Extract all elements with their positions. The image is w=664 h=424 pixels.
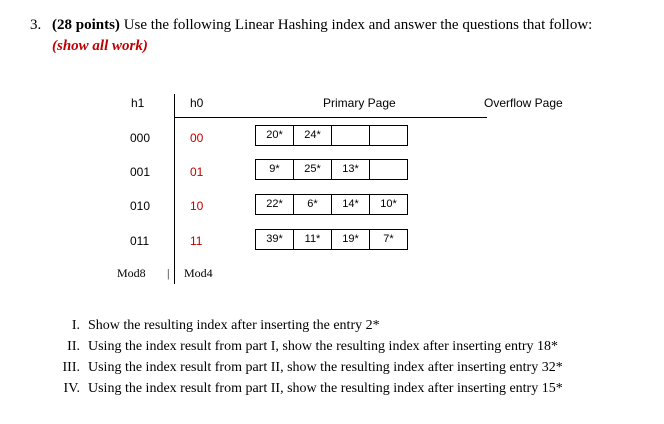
question-points: (28 points) [52, 17, 120, 33]
bucket-slot: 14* [331, 194, 370, 215]
subquestion-number: II. [67, 339, 80, 354]
bucket-slot [369, 125, 408, 146]
mod-separator: | [167, 266, 170, 280]
bucket-slot: 13* [331, 159, 370, 180]
table-vertical-divider [174, 94, 175, 284]
bucket-slot: 6* [293, 194, 332, 215]
question-body: Use the following Linear Hashing index and answer the questions that follow: [119, 17, 593, 33]
row-h0-value: 10 [190, 199, 204, 213]
bucket-slot: 39* [255, 229, 294, 250]
subquestion-number: III. [62, 360, 80, 375]
mod8-label: Mod8 [117, 266, 146, 280]
header-overflow-page: Overflow Page [484, 96, 563, 110]
bucket-slot: 20* [255, 125, 294, 146]
bucket-slot: 11* [293, 229, 332, 250]
bucket-slot: 25* [293, 159, 332, 180]
mod4-label: Mod4 [184, 266, 213, 280]
subquestion-text: Using the index result from part II, show the resulting index after inserting entry 15* [88, 381, 563, 396]
row-h1-value: 011 [130, 234, 150, 248]
bucket-slot: 9* [255, 159, 294, 180]
row-h0-value: 01 [190, 165, 204, 179]
subquestion-text: Using the index result from part I, show the resulting index after inserting entry 18* [88, 339, 559, 354]
bucket-slot: 7* [369, 229, 408, 250]
subquestion-text: Using the index result from part II, show the resulting index after inserting entry 32* [88, 360, 563, 375]
row-h1-value: 000 [130, 131, 151, 145]
bucket-slot: 19* [331, 229, 370, 250]
question-number: 3. [30, 17, 42, 33]
header-h0: h0 [190, 96, 204, 110]
question-text [52, 17, 592, 34]
table-horizontal-divider [174, 117, 487, 118]
bucket-primary-page [255, 194, 408, 215]
bucket-slot: 22* [255, 194, 294, 215]
question-note: (show all work) [52, 38, 148, 54]
header-h1: h1 [131, 96, 145, 110]
row-h1-value: 010 [130, 199, 151, 213]
subquestion-number: IV. [63, 381, 80, 396]
bucket-slot [369, 159, 408, 180]
bucket-slot [331, 125, 370, 146]
bucket-primary-page [255, 125, 408, 146]
bucket-slot: 24* [293, 125, 332, 146]
subquestion-number: I. [71, 318, 80, 333]
row-h0-value: 11 [190, 234, 203, 248]
header-primary-page: Primary Page [323, 96, 396, 110]
bucket-primary-page [255, 229, 408, 250]
bucket-slot: 10* [369, 194, 408, 215]
subquestion-text: Show the resulting index after inserting the entry 2* [88, 318, 380, 333]
bucket-primary-page [255, 159, 408, 180]
row-h0-value: 00 [190, 131, 204, 145]
row-h1-value: 001 [130, 165, 151, 179]
